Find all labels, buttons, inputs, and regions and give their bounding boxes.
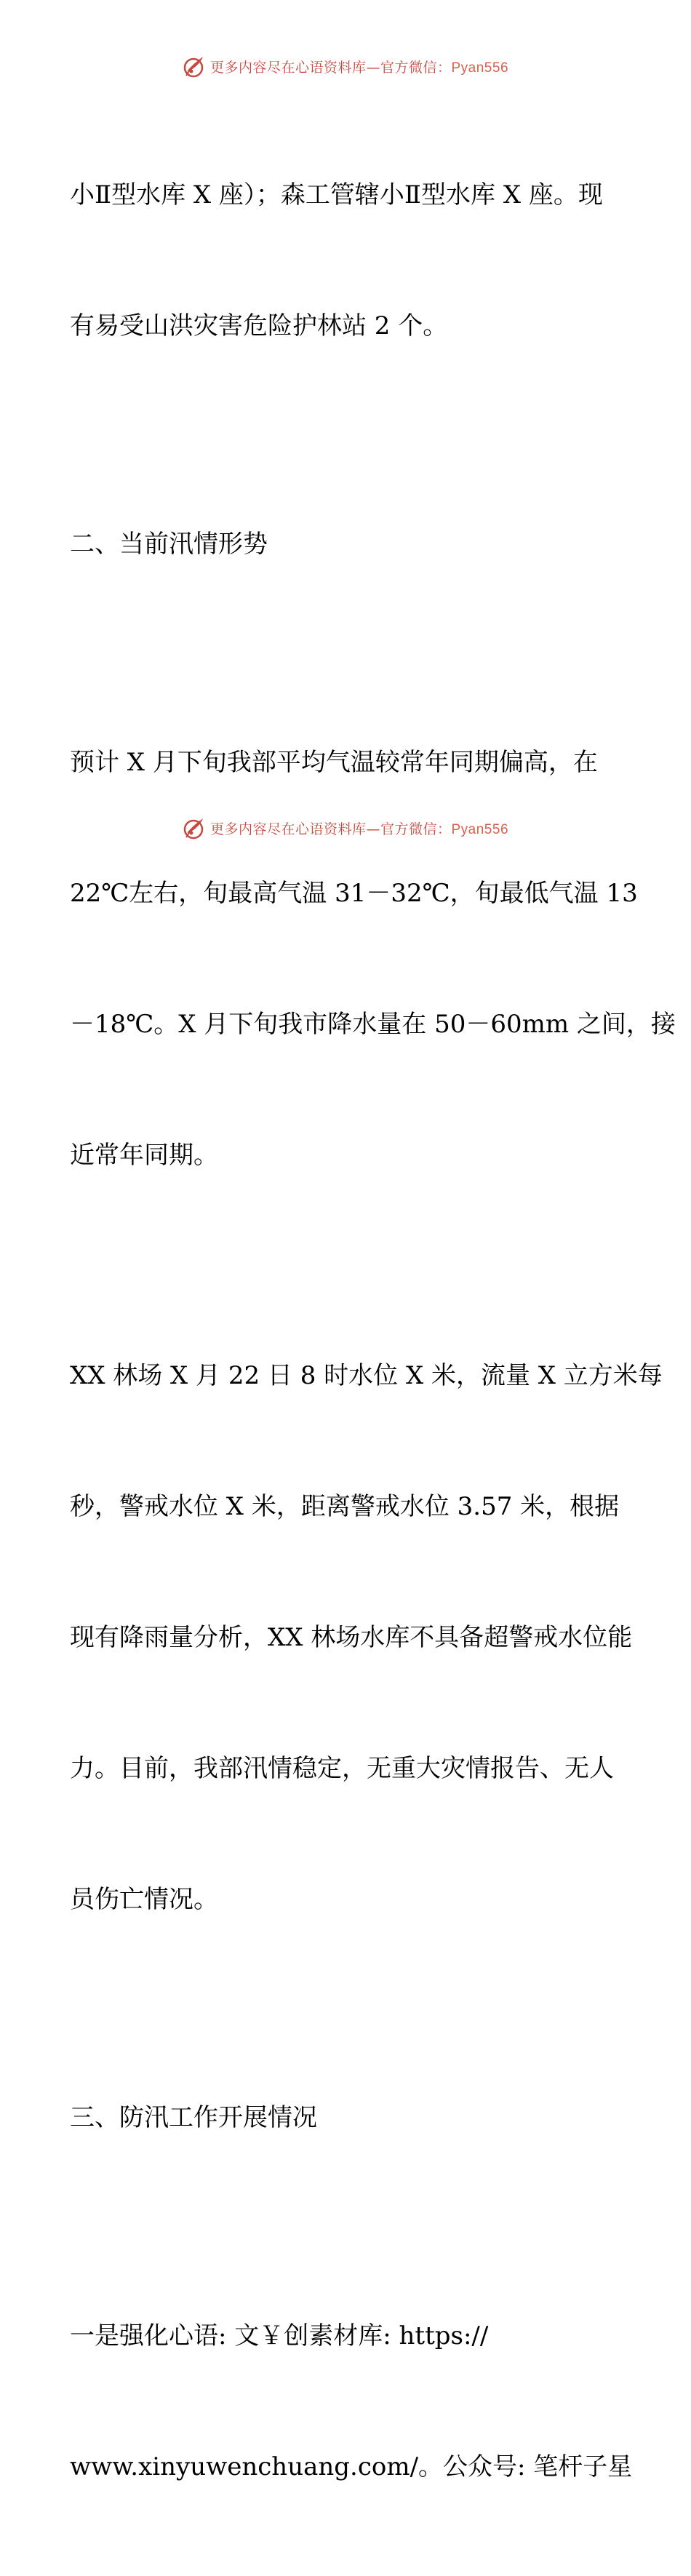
- banner-text: [210, 818, 508, 838]
- banner-wechat-id: Pyan556: [451, 60, 509, 76]
- text-line: 预计 X 月下旬我部平均气温较常年同期偏高，在: [70, 748, 598, 777]
- text-line: 秒，警戒水位 X 米，距离警戒水位 3.57 米，根据: [70, 1492, 620, 1521]
- banner-inner: [183, 816, 508, 840]
- header-banner: [0, 52, 691, 81]
- paragraph-weather-forecast: [70, 653, 676, 1264]
- text-line: 员伤亡情况。: [70, 1885, 218, 1914]
- text-line: 一是强化心语: 文￥创素材库: https://: [70, 2321, 489, 2350]
- quill-logo-icon: [183, 816, 207, 840]
- paragraph-water-level: [70, 1267, 663, 2009]
- text-line: 现有降雨量分析，XX 林场水库不具备超警戒水位能: [70, 1623, 633, 1652]
- document-body: [70, 86, 676, 2576]
- text-line: www.xinyuwenchuang.com/。公众号: 笔杆子星: [70, 2452, 633, 2481]
- banner-inner: [183, 54, 508, 79]
- paragraph-first-measure: [70, 2227, 644, 2576]
- text-line: 有易受山洪灾害危险护林站 2 个。: [70, 311, 448, 340]
- quill-logo-icon: [183, 54, 207, 79]
- section-heading-flood-work: [70, 2009, 644, 2227]
- banner-wechat-id: Pyan556: [451, 821, 509, 837]
- text-line: 小Ⅱ型水库 X 座）；森工管辖小Ⅱ型水库 X 座。现: [70, 180, 603, 210]
- heading-text: 二、当前汛情形势: [70, 530, 268, 559]
- text-line: 力。目前，我部汛情稳定，无重大灾情报告、无人: [70, 1754, 614, 1783]
- text-line: XX 林场 X 月 22 日 8 时水位 X 米，流量 X 立方米每: [70, 1361, 663, 1390]
- footer-banner: [0, 813, 691, 842]
- text-line: 22℃左右，旬最高气温 31－32℃，旬最低气温 13: [70, 879, 638, 908]
- section-heading-flood-situation: [70, 435, 644, 653]
- banner-label: 更多内容尽在心语资料库—官方微信：: [209, 59, 452, 76]
- heading-text: 三、防汛工作开展情况: [70, 2103, 317, 2132]
- paragraph-reservoir-count: [70, 86, 644, 435]
- banner-text: [210, 57, 508, 76]
- text-line: －18℃。X 月下旬我市降水量在 50－60mm 之间，接: [70, 1010, 676, 1039]
- banner-label: 更多内容尽在心语资料库—官方微信：: [209, 821, 452, 837]
- text-line: 近常年同期。: [70, 1141, 218, 1170]
